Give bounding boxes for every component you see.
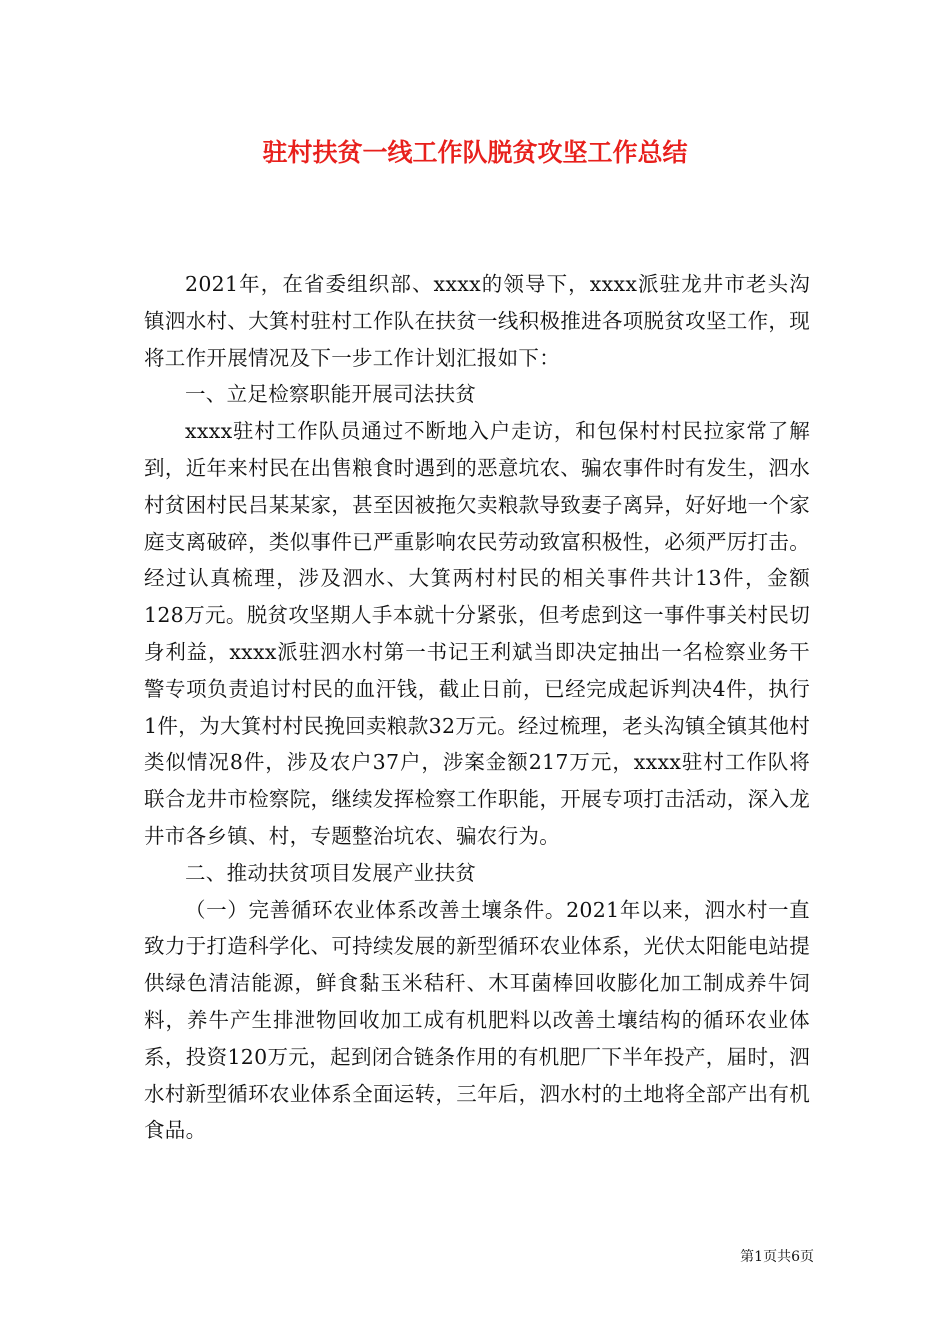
section-heading-1: 一、立足检察职能开展司法扶贫	[185, 382, 477, 407]
section-1-paragraph: xxxx驻村工作队员通过不断地入户走访，和包保村村民拉家常了解到，近年来村民在出售粮食时遇到的恶意坑农、骗农事件时有发生，泗水村贫困村民吕某某家，甚至因被拖欠卖粮款导致妻子离异，好好地一个家庭支离破碎，类似事件已严重影响农民劳动致富积极性，必须严厉打击。经过认真梳理，涉及泗水、大箕两村村民的相关事件共计13件，金额128万元。脱贫攻坚期人手本就十分紧张，但考虑到这一事件事关村民切身利益，xxxx派驻泗水村第一书记王利斌当即决定抽出一名检察业务干警专项负责追讨村民的血汗钱，截止日前，已经完成起诉判决4件，执行1件，为大箕村村民挽回卖粮款32万元。经过梳理，老头沟镇全镇其他村类似情况8件，涉及农户37户，涉案金额217万元，xxxx驻村工作队将联合龙井市检察院，继续发挥检察工作职能，开展专项打击活动，深入龙井市各乡镇、村，专题整治坑农、骗农行为。	[144, 419, 810, 848]
intro-paragraph: 2021年，在省委组织部、xxxx的领导下，xxxx派驻龙井市老头沟镇泗水村、大箕村驻村工作队在扶贫一线积极推进各项脱贫攻坚工作，现将工作开展情况及下一步工作计划汇报如下：	[144, 272, 810, 370]
document-body	[144, 266, 810, 1149]
page-number: 第1页共6页	[740, 1249, 814, 1265]
section-heading-2: 二、推动扶贫项目发展产业扶贫	[185, 860, 477, 885]
section-2-paragraph: （一）完善循环农业体系改善土壤条件。2021年以来，泗水村一直致力于打造科学化、可持续发展的新型循环农业体系，光伏太阳能电站提供绿色清洁能源，鲜食黏玉米秸秆、木耳菌棒回收膨化加工制成养牛饲料，养牛产生排泄物回收加工成有机肥料以改善土壤结构的循环农业体系，投资120万元，起到闭合链条作用的有机肥厂下半年投产，届时，泗水村新型循环农业体系全面运转，三年后，泗水村的土地将全部产出有机食品。	[144, 897, 810, 1143]
document-title: 驻村扶贫一线工作队脱贫攻坚工作总结	[262, 138, 688, 167]
